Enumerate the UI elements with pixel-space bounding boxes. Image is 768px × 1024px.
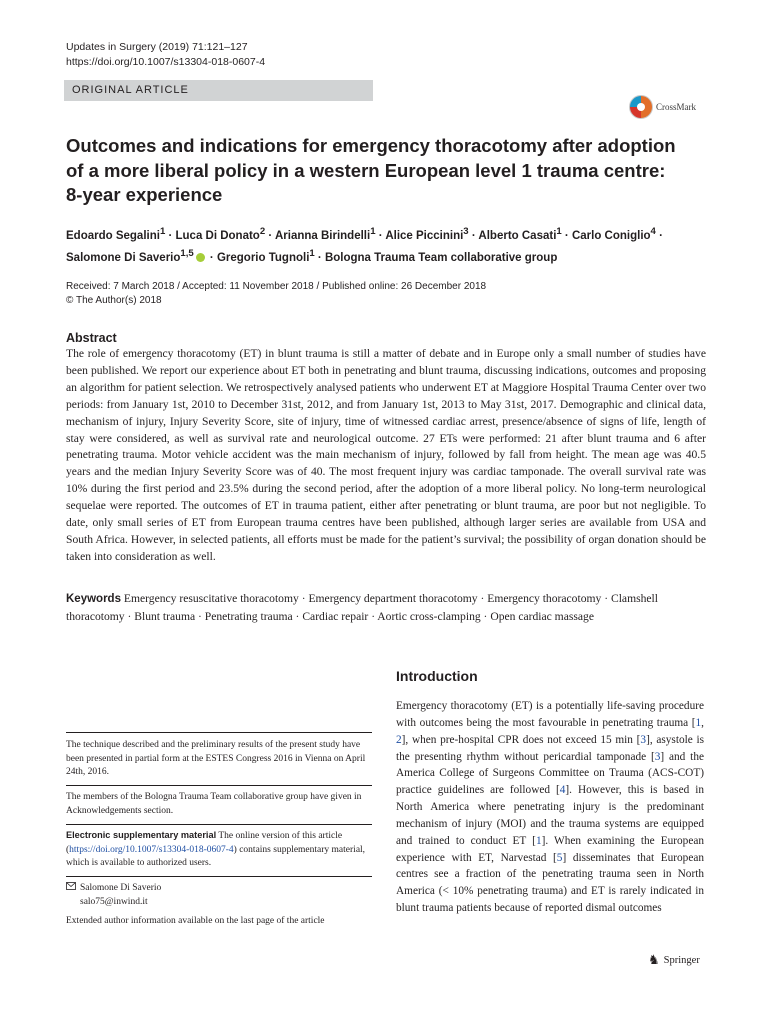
springer-horse-icon: ♞ bbox=[648, 952, 660, 967]
publisher-logo bbox=[648, 952, 700, 968]
intro-text: ]. When examining the European experience with ET, Narvestad [ bbox=[396, 834, 704, 864]
intro-text: ], asystole is the presenting rhythm without pericardial tamponade [ bbox=[396, 733, 704, 763]
crossmark-label: CrossMark bbox=[656, 102, 696, 112]
author-name: Carlo Coniglio bbox=[571, 229, 651, 242]
journal-doi[interactable]: https://doi.org/10.1007/s13304-018-0607-4 bbox=[66, 56, 266, 68]
publication-dates bbox=[66, 280, 486, 308]
intro-text: , bbox=[701, 716, 704, 729]
footnote-members: The members of the Bologna Trauma Team collaborative group have given in Acknowledgements section. bbox=[66, 792, 362, 816]
citation-link[interactable]: 4 bbox=[559, 784, 566, 797]
author-affiliation: 1 bbox=[309, 247, 315, 259]
intro-text: Emergency thoracotomy (ET) is a potentially life-saving procedure with outcomes being the most favourable in penetrating trauma [ bbox=[396, 700, 704, 729]
introduction-text bbox=[396, 698, 704, 917]
author-affiliation: 2 bbox=[259, 226, 266, 237]
footnote-supplementary bbox=[66, 829, 372, 871]
title-line: of a more liberal policy in a western European level 1 trauma centre: bbox=[66, 159, 666, 181]
intro-text: ] and the America College of Surgeons Committee on Trauma (ACS-COT) practice guidelines are followed [ bbox=[396, 750, 704, 797]
author-name: Gregorio Tugnoli bbox=[216, 251, 310, 264]
author-name: Alberto Casati bbox=[478, 229, 557, 242]
article-title bbox=[66, 134, 706, 208]
keywords-block bbox=[66, 590, 706, 625]
journal-header bbox=[66, 40, 265, 70]
citation-link[interactable]: 5 bbox=[556, 851, 563, 864]
article-type-badge: ORIGINAL ARTICLE bbox=[64, 80, 373, 101]
citation-link[interactable]: 1 bbox=[535, 834, 542, 847]
title-line: 8-year experience bbox=[66, 184, 223, 205]
author-affiliation: 1 bbox=[370, 226, 376, 237]
contact-name: Salomone Di Saverio bbox=[80, 883, 162, 893]
title-line: Outcomes and indications for emergency thoracotomy after adoption bbox=[66, 135, 676, 156]
footnote-divider bbox=[66, 876, 372, 877]
esm-text: The online version of this article ( bbox=[66, 831, 343, 855]
abstract-text: The role of emergency thoracotomy (ET) in blunt trauma is still a matter of debate and in Europe only a small number of studies have been published. We report our experience about ET both in penetrating and blunt trauma, discussing indications, outcomes and proposing an algorithm for patient selection. We retrospectively analysed patients who underwent ET at Maggiore Hospital Trauma Center over two periods: from January 1st, 2010 to December 31st, 2012, and from January 1st, 2013 to May 31st, 2017. Demographic and clinical data, mechanism of injury, Injury Severity Score, site of injury, time of witnessed cardiac arrest, presence/absence of signs of life, length of stay were considered, as well as survival rate and neurological outcome. 27 ETs were performed: 21 after blunt trauma and 6 after penetrating trauma. Motor vehicle accident was the main mechanism of injury, followed by fall from height. The mean age was 40.5 years and the median Injury Severity Score was of 40. The most frequent injury was cardiac tamponade. The overall survival rate was 10% during the first period and 23.5% during the second period, after the adoption of a more liberal policy. No long-term neurological sequelae were reported. The outcomes of ET in trauma patient, either after penetrating or blunt trauma, are poor but not negligible. To date, only small series of ET from European trauma centres have been published, although larger series are available from USA and South Africa. However, in selected patients, all efforts must be made for the patient’s survival; the possibility of organ donation should be taken into consideration as well. bbox=[66, 347, 706, 563]
keywords-label: Keywords bbox=[66, 593, 121, 605]
intro-text: ]. However, this is based in North America where penetrating injury is the predominant mechanism of injury (MOI) and the trauma systems are equipped and trained to conduct ET [ bbox=[396, 784, 704, 847]
envelope-icon bbox=[66, 882, 80, 896]
keywords-text: Emergency resuscitative thoracotomy · Emergency department thoracotomy · Emergency thoracotomy · Clamshell thoracotomy · Blunt trauma · Penetrating trauma · Cardiac repair · Aortic cross-clamping · Open cardiac massage bbox=[66, 592, 658, 623]
orcid-icon[interactable] bbox=[196, 253, 205, 262]
author-list: Edoardo Segalini$^1$ · Luca Di Donato$^2$ · Arianna Birindelli$^1$ · Alice Piccinini$^3$ · Alberto Casati$^1$ · Carlo Coniglio$^4$ · Salomone Di Saverio$^{1,5}$ · Gregorio Tugnoli$^1$ · Bologna Trauma Team collaborative group bbox=[66, 226, 663, 264]
introduction-heading: Introduction bbox=[396, 668, 478, 684]
contact-email[interactable]: salo75@inwind.it bbox=[80, 896, 148, 907]
author-affiliation: 3 bbox=[463, 226, 469, 237]
citation-link[interactable]: 2 bbox=[396, 733, 402, 746]
crossmark-icon bbox=[629, 95, 653, 119]
author-name: Bologna Trauma Team collaborative group bbox=[324, 251, 558, 264]
intro-text: ] disseminates that European centres see a fraction of the penetrating trauma seen in North America (< 10% penetrating trauma) and ET is rarely indicated in blunt trauma patients because of reported dismal outcomes bbox=[396, 851, 705, 915]
journal-citation: Updates in Surgery (2019) 71:121–127 bbox=[66, 41, 248, 53]
author-affiliation: 1 bbox=[159, 226, 166, 237]
author-name: Salomone Di Saverio bbox=[66, 251, 181, 264]
copyright-line: © The Author(s) 2018 bbox=[66, 295, 162, 306]
author-name: Arianna Birindelli bbox=[274, 229, 371, 242]
author-affiliation: 1,5 bbox=[180, 247, 194, 259]
intro-text: ], when pre-hospital CPR does not exceed 15 min [ bbox=[401, 733, 641, 746]
footnote-presentation: The technique described and the preliminary results of the present study have been presented in partial form at the ESTES Congress 2016 in Vienna on April 24th, 2016. bbox=[66, 740, 366, 777]
footnote-contact bbox=[66, 882, 372, 909]
author-name: Luca Di Donato bbox=[175, 229, 260, 242]
author-name: Edoardo Segalini bbox=[66, 229, 160, 242]
author-affiliation: 4 bbox=[650, 226, 656, 237]
footnote-divider bbox=[66, 732, 372, 733]
esm-text: ) contains supplementary material, which is available to authorized users. bbox=[66, 844, 366, 868]
author-name: Alice Piccinini bbox=[385, 229, 464, 242]
crossmark-badge[interactable] bbox=[629, 92, 719, 122]
esm-link[interactable]: https://doi.org/10.1007/s13304-018-0607-4 bbox=[69, 844, 234, 855]
abstract-heading: Abstract bbox=[66, 331, 117, 345]
publisher-name: Springer bbox=[663, 954, 700, 966]
dates-line: Received: 7 March 2018 / Accepted: 11 November 2018 / Published online: 26 December 2018 bbox=[66, 281, 487, 292]
footnote-extended-info: Extended author information available on the last page of the article bbox=[66, 916, 325, 926]
citation-link[interactable]: 3 bbox=[654, 750, 661, 763]
citation-link[interactable]: 3 bbox=[640, 733, 647, 746]
author-affiliation: 1 bbox=[556, 226, 562, 237]
esm-label: Electronic supplementary material bbox=[66, 830, 217, 840]
footnote-divider bbox=[66, 824, 372, 825]
footnote-divider bbox=[66, 785, 372, 786]
citation-link[interactable]: 1 bbox=[695, 716, 702, 729]
